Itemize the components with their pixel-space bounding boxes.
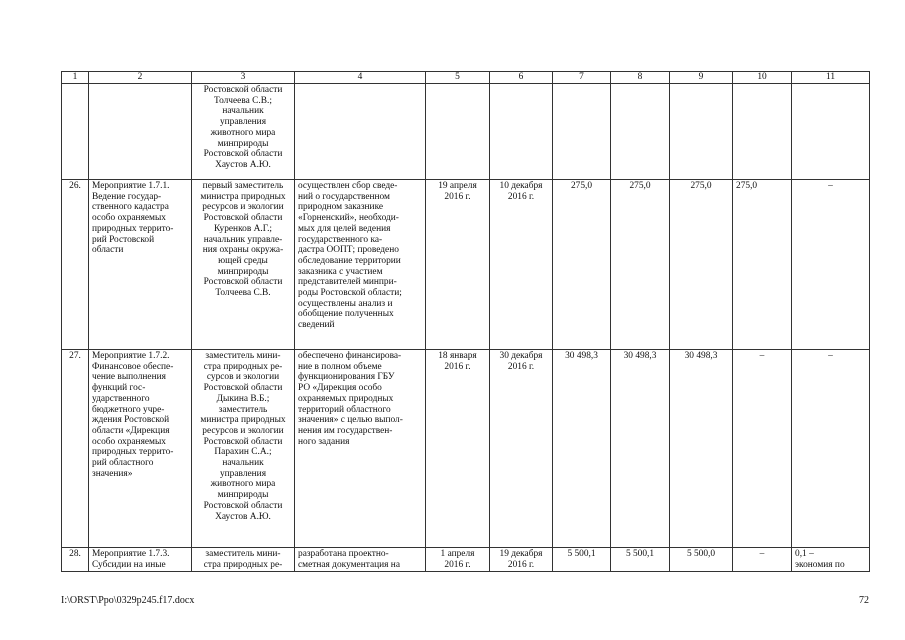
end-date (490, 84, 553, 180)
column-number: 3 (192, 72, 295, 84)
amount-col9: 5 500,0 (670, 548, 733, 572)
table-row (62, 180, 870, 350)
amount-col10: – (733, 350, 792, 548)
row-number: 28. (62, 548, 89, 572)
file-path: I:\ORST\Ppo\0329p245.f17.docx (61, 595, 195, 606)
column-number: 5 (426, 72, 490, 84)
amount-col9: 275,0 (670, 180, 733, 350)
activity-name (89, 84, 192, 180)
amount-col8: 30 498,3 (611, 350, 670, 548)
activity-name: Мероприятие 1.7.1. Ведение государ- ственного кадастра особо охраняемых природных террито- рий Ростовской области (89, 180, 192, 350)
column-number: 2 (89, 72, 192, 84)
note: – (792, 350, 870, 548)
column-number: 6 (490, 72, 553, 84)
amount-col7: 5 500,1 (553, 548, 611, 572)
responsible-person: заместитель мини- стра природных ре- (192, 548, 295, 572)
note (792, 84, 870, 180)
expected-result: разработана проектно- сметная документация на (295, 548, 426, 572)
column-number: 4 (295, 72, 426, 84)
start-date: 1 апреля 2016 г. (426, 548, 490, 572)
activity-name: Мероприятие 1.7.2. Финансовое обеспе- чение выполнения функций гос- ударственного бюджетного учре- ждения Ростовской области «Дирекция особо охраняемых природных террито- рий областного значения» (89, 350, 192, 548)
amount-col8: 275,0 (611, 180, 670, 350)
amount-col7: 30 498,3 (553, 350, 611, 548)
amount-col7: 275,0 (553, 180, 611, 350)
amount-col8: 5 500,1 (611, 548, 670, 572)
column-number: 11 (792, 72, 870, 84)
amount-col9: 30 498,3 (670, 350, 733, 548)
expected-result: обеспечено финансирова- ние в полном объеме функционирования ГБУ РО «Дирекция особо охраняемых природных территорий областного значения» с целью выпол- нения им государствен- ного задания (295, 350, 426, 548)
start-date (426, 84, 490, 180)
amount-col7 (553, 84, 611, 180)
expected-result (295, 84, 426, 180)
column-number: 9 (670, 72, 733, 84)
note: 0,1 – экономия по (792, 548, 870, 572)
amount-col9 (670, 84, 733, 180)
column-number: 10 (733, 72, 792, 84)
activity-name: Мероприятие 1.7.3. Субсидии на иные (89, 548, 192, 572)
amount-col10: 275,0 (733, 180, 792, 350)
end-date: 30 декабря 2016 г. (490, 350, 553, 548)
amount-col10: – (733, 548, 792, 572)
table-row (62, 84, 870, 180)
end-date: 10 декабря 2016 г. (490, 180, 553, 350)
expected-result: осуществлен сбор сведе- ний о государственном природном заказнике «Горненский», необходи- мых для целей ведения государственного ка- дастра ООПТ; проведено обследование территории заказника с участием представителей минпри- роды Ростовской области; осуществлены анализ и обобщение полученных сведений (295, 180, 426, 350)
row-number: 26. (62, 180, 89, 350)
amount-col8 (611, 84, 670, 180)
row-number (62, 84, 89, 180)
table-row (62, 350, 870, 548)
end-date: 19 декабря 2016 г. (490, 548, 553, 572)
page-number: 72 (859, 595, 869, 606)
responsible-person: Ростовской области Толчеева С.В.; начальник управления животного мира минприроды Ростовской области Хаустов А.Ю. (192, 84, 295, 180)
amount-col10 (733, 84, 792, 180)
column-number: 8 (611, 72, 670, 84)
row-number: 27. (62, 350, 89, 548)
column-number-row (62, 72, 870, 84)
responsible-person: первый заместитель министра природных ресурсов и экологии Ростовской области Куренков А.Г.; начальник управле- ния охраны окружа- ющей среды минприроды Ростовской области Толчеева С.В. (192, 180, 295, 350)
report-table (61, 71, 870, 572)
note: – (792, 180, 870, 350)
start-date: 18 января 2016 г. (426, 350, 490, 548)
column-number: 7 (553, 72, 611, 84)
start-date: 19 апреля 2016 г. (426, 180, 490, 350)
table-row (62, 548, 870, 572)
responsible-person: заместитель мини- стра природных ре- сурсов и экологии Ростовской области Дыкина В.Б.; заместитель министра природных ресурсов и экологии Ростовской области Парахин С.А.; начальник управления животного мира минприроды Ростовской области Хаустов А.Ю. (192, 350, 295, 548)
column-number: 1 (62, 72, 89, 84)
